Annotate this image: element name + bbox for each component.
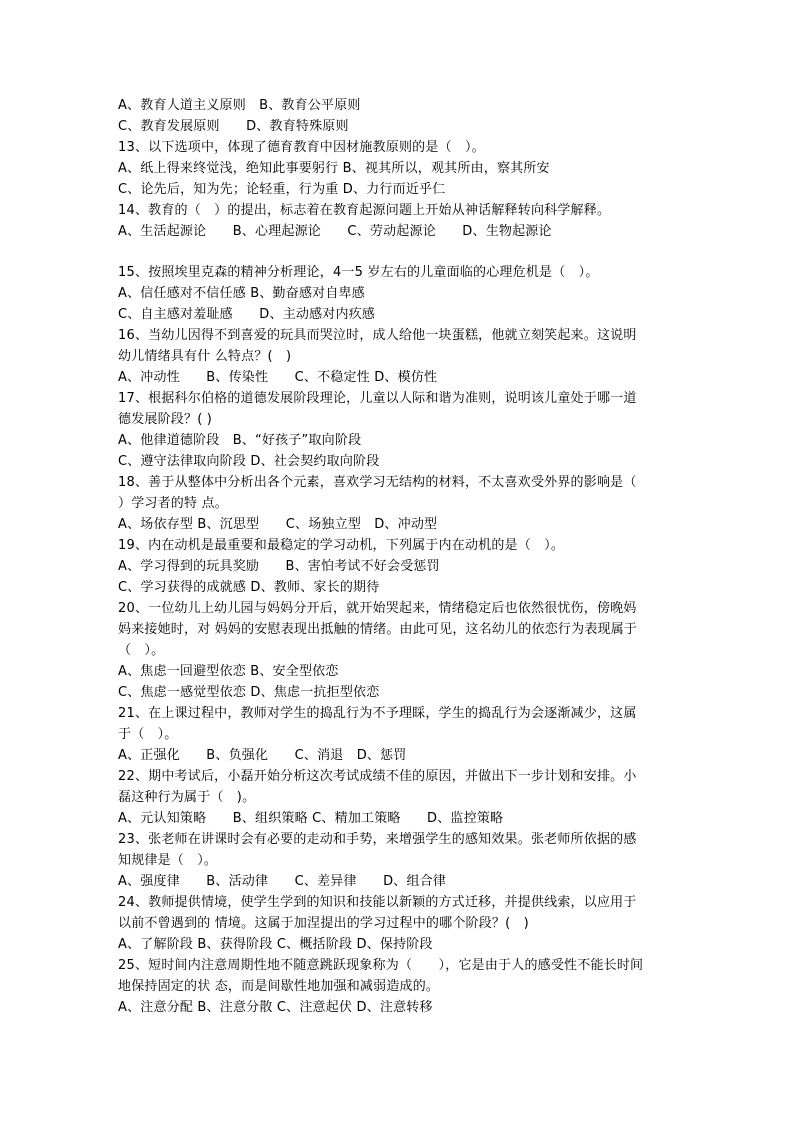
text-line: A、注意分配 B、注意分散 C、注意起伏 D、注意转移: [118, 1000, 433, 1015]
text-line: A、冲动性 B、传染性 C、不稳定性 D、模仿性: [118, 370, 438, 385]
text-line: 幼儿情绪具有什 么特点？( ): [118, 349, 292, 364]
text-line: A、了解阶段 B、获得阶段 C、概括阶段 D、保持阶段: [118, 937, 433, 952]
text-line: C、论先后，知为先；论轻重，行为重 D、力行而近乎仁: [118, 182, 446, 197]
question-22: 22、期中考试后，小磊开始分析这次考试成绩不佳的原因，并做出下一步计划和安排。小: [118, 769, 637, 784]
document-page: [118, 95, 688, 1018]
text-line: C、遵守法律取向阶段 D、社会契约取向阶段: [118, 454, 380, 469]
text-line: 妈来接她时，对 妈妈的安慰表现出抵触的情绪。由此可见，这名幼儿的依恋行为表现属于: [118, 622, 638, 637]
text-line: 以前不曾遇到的 情境。这属于加涅提出的学习过程中的哪个阶段？( ): [118, 916, 529, 931]
text-line: C、学习获得的成就感 D、教师、家长的期待: [118, 580, 380, 595]
text-line: C、教育发展原则 D、教育特殊原则: [118, 119, 349, 134]
question-19: 19、内在动机是最重要和最稳定的学习动机，下列属于内在动机的是（ ）。: [118, 538, 565, 553]
text-line: A、正强化 B、负强化 C、消退 D、惩罚: [118, 748, 407, 763]
text-line: 于（ ）。: [118, 727, 178, 742]
text-line: A、他律道德阶段 B、“好孩子”取向阶段: [118, 433, 362, 448]
text-line: A、焦虑一回避型依恋 B、安全型依恋: [118, 664, 339, 679]
text-line: 德发展阶段？( ): [118, 412, 213, 427]
question-20: 20、一位幼儿上幼儿园与妈妈分开后，就开始哭起来，情绪稳定后也依然很忧伤，傍晚妈: [118, 601, 637, 616]
text-line: A、纸上得来终觉浅，绝知此事要躬行 B、视其所以，观其所由，察其所安: [118, 161, 550, 176]
question-18: 18、善于从整体中分析出各个元素，喜欢学习无结构的材料，不太喜欢受外界的影响是（: [118, 475, 637, 490]
text-line: 磊这种行为属于（ )。: [118, 790, 256, 805]
text-line: C、焦虑一感觉型依恋 D、焦虑一抗拒型依恋: [118, 685, 380, 700]
text-line: ）学习者的特 点。: [118, 496, 228, 511]
question-23: 23、张老师在讲课时会有必要的走动和手势，来增强学生的感知效果。张老师所依据的感: [118, 832, 637, 847]
question-16: 16、当幼儿因得不到喜爱的玩具而哭泣时，成人给他一块蛋糕，他就立刻笑起来。这说明: [118, 328, 637, 343]
text-line: A、元认知策略 B、组织策略 C、精加工策略 D、监控策略: [118, 811, 504, 826]
text-line: A、强度律 B、活动律 C、差异律 D、组合律: [118, 874, 447, 889]
text-line: （ ）。: [118, 643, 165, 658]
question-14: 14、教育的（ ）的提出，标志着在教育起源问题上开始从神话解释转向科学解释。: [118, 203, 611, 218]
text-line: A、生活起源论 B、心理起源论 C、劳动起源论 D、生物起源论: [118, 224, 552, 239]
question-24: 24、教师提供情境，使学生学到的知识和技能以新颖的方式迁移，并提供线索，以应用于: [118, 895, 637, 910]
question-13: 13、以下选项中，体现了德育教育中因材施教原则的是（ ）。: [118, 140, 485, 155]
text-line: A、教育人道主义原则 B、教育公平原则: [118, 98, 361, 113]
blank-gap: [118, 242, 688, 262]
question-21: 21、在上课过程中，教师对学生的捣乱行为不予理睬，学生的捣乱行为会逐渐减少，这属: [118, 706, 637, 721]
text-line: A、学习得到的玩具奖励 B、害怕考试不好会受惩罚: [118, 559, 440, 574]
text-line: 知规律是（ ）。: [118, 853, 218, 868]
text-line: C、自主感对羞耻感 D、主动感对内疚感: [118, 307, 376, 322]
text-line: A、信任感对不信任感 B、勤奋感对自卑感: [118, 286, 365, 301]
question-25: 25、短时间内注意周期性地不随意跳跃现象称为（ ），它是由于人的感受性不能长时间: [118, 958, 644, 973]
question-17: 17、根据科尔伯格的道德发展阶段理论，儿童以人际和谐为准则，说明该儿童处于哪一道: [118, 391, 637, 406]
question-15: 15、按照埃里克森的精神分析理论，4一5 岁左右的儿童面临的心理危机是（ ）。: [118, 265, 599, 280]
text-line: A、场依存型 B、沉思型 C、场独立型 D、冲动型: [118, 517, 438, 532]
text-line: 地保持固定的状 态，而是间歇性地加强和减弱造成的。: [118, 979, 440, 994]
